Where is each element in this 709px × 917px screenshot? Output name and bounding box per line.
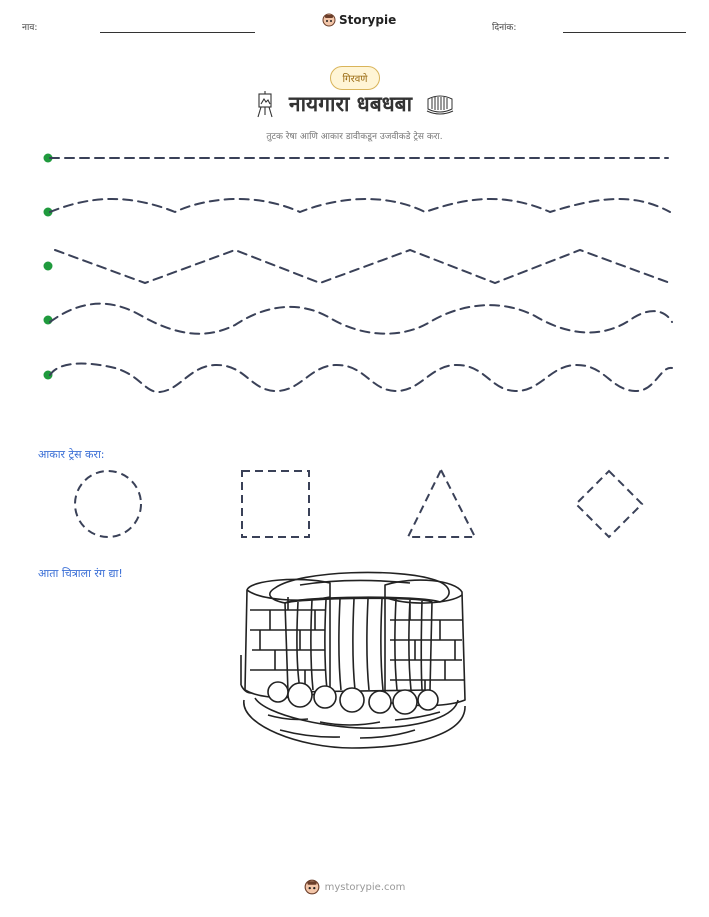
coloring-heading: आता चित्राला रंग द्या! (38, 567, 123, 580)
trace-shape-square[interactable] (242, 471, 309, 537)
brand-name: Storypie (339, 13, 397, 27)
footer-url[interactable]: mystorypie.com (324, 881, 406, 893)
trace-line-gentle-wave[interactable] (50, 199, 670, 212)
footer (0, 879, 709, 895)
trace-shape-circle[interactable] (75, 471, 141, 537)
shapes-heading: आकार ट्रेस करा: (38, 448, 105, 461)
trace-shape-diamond[interactable] (576, 471, 642, 537)
date-label: दिनांक: (492, 23, 517, 33)
trace-line-wave[interactable] (50, 304, 672, 334)
name-label: नाव: (22, 23, 38, 33)
waterfall-coloring-picture[interactable] (241, 572, 465, 748)
trace-line-bumpy-wave[interactable] (50, 364, 672, 393)
page-title: नायगारा धबधबा (288, 92, 413, 116)
storypie-logo-icon (304, 879, 320, 895)
trace-shape-triangle[interactable] (408, 470, 475, 537)
category-badge: गिरवणे (330, 66, 380, 90)
start-dot-icon (44, 262, 53, 271)
instructions: तुटक रेषा आणि आकार डावीकडून उजवीकडे ट्रेस करा. (266, 132, 443, 142)
trace-line-zigzag[interactable] (55, 250, 670, 283)
